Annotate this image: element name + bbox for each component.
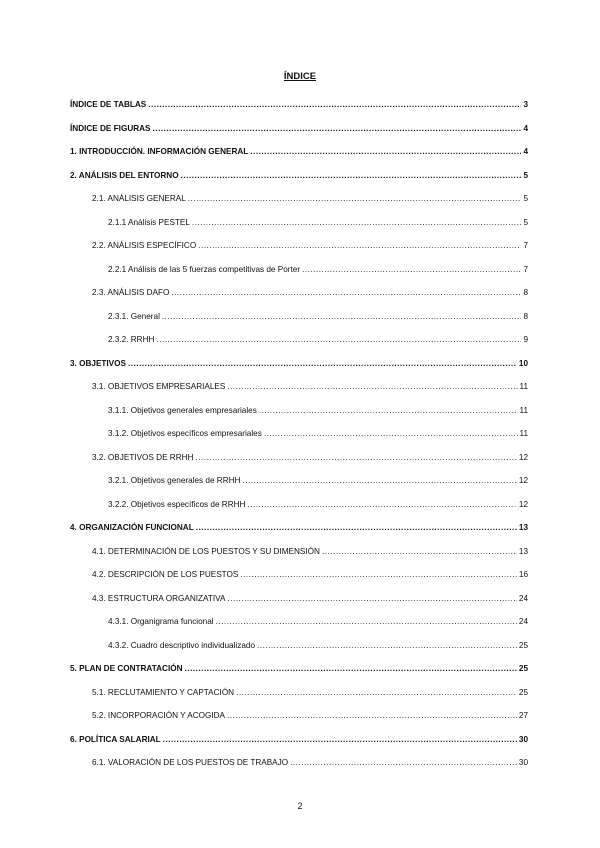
toc-entry[interactable] bbox=[70, 663, 528, 675]
dot-leader bbox=[195, 452, 516, 464]
toc-entry[interactable] bbox=[70, 428, 528, 440]
toc-entry[interactable] bbox=[70, 405, 528, 417]
toc-entry[interactable] bbox=[70, 264, 528, 276]
toc-entry-label: 5. PLAN DE CONTRATACIÓN bbox=[70, 664, 183, 673]
toc-entry[interactable] bbox=[70, 193, 528, 205]
dot-leader bbox=[227, 593, 516, 605]
toc-entry-page: 9 bbox=[523, 335, 528, 344]
dot-leader bbox=[264, 428, 518, 440]
toc-entry-label: 4.2. DESCRIPCIÓN DE LOS PUESTOS bbox=[92, 570, 239, 579]
toc-entry-label: 3.1. OBJETIVOS EMPRESARIALES bbox=[92, 382, 226, 391]
toc-entry[interactable] bbox=[70, 593, 528, 605]
toc-entry[interactable] bbox=[70, 452, 528, 464]
toc-entry-label: 2.3.2. RRHH bbox=[108, 335, 155, 344]
toc-entry[interactable] bbox=[70, 757, 528, 769]
toc-entry[interactable] bbox=[70, 499, 528, 511]
toc-entry-page: 7 bbox=[523, 264, 528, 274]
toc-entry-page: 8 bbox=[523, 311, 528, 321]
toc-entry-label: 2.2.1 Análisis de las 5 fuerzas competitivas de Porter bbox=[108, 264, 301, 274]
dot-leader bbox=[162, 311, 522, 323]
toc-entry-page: 25 bbox=[518, 664, 528, 673]
toc-entry[interactable] bbox=[70, 687, 528, 699]
toc-entry[interactable] bbox=[70, 311, 528, 323]
toc-entry-label: 4.1. DETERMINACIÓN DE LOS PUESTOS Y SU DIMENSIÓN bbox=[92, 546, 320, 556]
toc-entry-page: 3 bbox=[523, 100, 528, 109]
dot-leader bbox=[148, 99, 521, 111]
toc-entry-label: 5.2. INCORPORACIÓN Y ACOGIDA bbox=[92, 711, 226, 720]
toc-entry[interactable] bbox=[70, 546, 528, 558]
toc-entry-page: 24 bbox=[518, 593, 528, 603]
toc-entry[interactable] bbox=[70, 240, 528, 252]
toc-entry-page: 7 bbox=[523, 241, 528, 250]
toc-entry-label: 2.2. ANÁLISIS ESPECÍFICO bbox=[92, 241, 197, 250]
toc-entry-page: 13 bbox=[518, 546, 528, 556]
dot-leader bbox=[247, 499, 516, 511]
dot-leader bbox=[250, 146, 521, 158]
toc-entry-page: 25 bbox=[518, 640, 528, 650]
dot-leader bbox=[240, 569, 517, 581]
toc-entry-label: 2.3. ANÁLISIS DAFO bbox=[92, 288, 170, 297]
dot-leader bbox=[128, 358, 517, 370]
toc-entry[interactable] bbox=[70, 123, 528, 135]
dot-leader bbox=[153, 123, 522, 135]
toc-entry-label: 3.1.1. Objetivos generales empresariales bbox=[108, 405, 257, 415]
dot-leader bbox=[257, 640, 517, 652]
dot-leader bbox=[227, 710, 517, 722]
toc-entry-page: 11 bbox=[519, 405, 528, 415]
toc-entry-page: 12 bbox=[518, 452, 528, 462]
toc-entry-label: 6. POLÍTICA SALARIAL bbox=[70, 734, 161, 744]
toc-entry-page: 12 bbox=[518, 499, 528, 509]
toc-entry[interactable] bbox=[70, 710, 528, 722]
toc-entry-page: 27 bbox=[518, 711, 528, 720]
toc-entry[interactable] bbox=[70, 334, 528, 346]
toc-entry-label: 4.3. ESTRUCTURA ORGANIZATIVA bbox=[92, 593, 226, 603]
toc-entry-page: 30 bbox=[518, 734, 528, 744]
toc-entry-label: 3.2. OBJETIVOS DE RRHH bbox=[92, 452, 194, 462]
dot-leader bbox=[181, 170, 522, 182]
toc-entry-page: 24 bbox=[518, 617, 528, 626]
toc-entry-page: 5 bbox=[523, 217, 528, 227]
toc-entry-label: 2.1.1 Análisis PESTEL bbox=[108, 217, 190, 227]
toc-entry-label: 3. OBJETIVOS bbox=[70, 358, 126, 368]
toc-entry[interactable] bbox=[70, 287, 528, 299]
toc-entry-label: 2.3.1. General bbox=[108, 311, 160, 321]
dot-leader bbox=[196, 522, 517, 534]
toc-entry-label: 2.1. ANÁLISIS GENERAL bbox=[92, 194, 186, 203]
toc-entry-page: 11 bbox=[519, 429, 528, 438]
toc-entry[interactable] bbox=[70, 381, 528, 393]
toc-entry[interactable] bbox=[70, 522, 528, 534]
toc-entry-label: 2. ANÁLISIS DEL ENTORNO bbox=[70, 170, 179, 180]
dot-leader bbox=[185, 663, 517, 675]
toc-entry-label: ÍNDICE DE TABLAS bbox=[70, 100, 147, 109]
toc-entry-page: 16 bbox=[518, 570, 528, 579]
toc-entry-label: ÍNDICE DE FIGURAS bbox=[70, 123, 151, 133]
dot-leader bbox=[322, 546, 517, 558]
dot-leader bbox=[236, 687, 517, 699]
toc-entry-label: 1. INTRODUCCIÓN. INFORMACIÓN GENERAL bbox=[70, 147, 249, 156]
toc-entry[interactable] bbox=[70, 734, 528, 746]
dot-leader bbox=[171, 287, 521, 299]
toc-entry-page: 5 bbox=[523, 170, 528, 180]
toc-entry[interactable] bbox=[70, 170, 528, 182]
toc-entry-page: 4 bbox=[523, 123, 528, 133]
toc-entry-label: 4.3.1. Organigrama funcional bbox=[108, 617, 214, 626]
toc-entry-label: 4. ORGANIZACIÓN FUNCIONAL bbox=[70, 523, 194, 532]
toc-entry-label: 3.2.1. Objetivos generales de RRHH bbox=[108, 476, 241, 485]
dot-leader bbox=[188, 193, 522, 205]
toc-entry[interactable] bbox=[70, 640, 528, 652]
toc-entry-label: 6.1. VALORACIÓN DE LOS PUESTOS DE TRABAJO bbox=[92, 758, 289, 767]
dot-leader bbox=[259, 405, 518, 417]
dot-leader bbox=[192, 217, 522, 229]
toc-entry-page: 11 bbox=[519, 382, 528, 391]
toc-entry-page: 10 bbox=[518, 358, 528, 368]
dot-leader bbox=[156, 334, 521, 346]
dot-leader bbox=[302, 264, 521, 276]
toc-entry-page: 4 bbox=[523, 147, 528, 156]
toc-entry[interactable] bbox=[70, 569, 528, 581]
toc-entry-page: 5 bbox=[523, 194, 528, 203]
toc-entry[interactable] bbox=[70, 358, 528, 370]
toc-entry-page: 25 bbox=[518, 687, 528, 697]
dot-leader bbox=[216, 616, 517, 628]
dot-leader bbox=[242, 475, 516, 487]
toc-entry-page: 12 bbox=[518, 476, 528, 485]
toc-entry[interactable] bbox=[70, 217, 528, 229]
toc-entry[interactable] bbox=[70, 616, 528, 628]
toc-entry-label: 3.1.2. Objetivos específicos empresariales bbox=[108, 429, 262, 438]
toc-entry-page: 8 bbox=[523, 288, 528, 297]
toc-entry[interactable] bbox=[70, 475, 528, 487]
dot-leader bbox=[198, 240, 521, 252]
dot-leader bbox=[227, 381, 517, 393]
toc-entry[interactable] bbox=[70, 99, 528, 111]
toc-entry-label: 5.1. RECLUTAMIENTO Y CAPTACIÓN bbox=[92, 687, 235, 697]
page-number: 2 bbox=[297, 801, 303, 811]
toc-entry-page: 30 bbox=[518, 758, 528, 767]
index-title: ÍNDICE bbox=[283, 71, 317, 82]
dot-leader bbox=[163, 734, 517, 746]
toc-entry-page: 13 bbox=[518, 523, 528, 532]
toc-entry[interactable] bbox=[70, 146, 528, 158]
toc-entry-label: 4.3.2. Cuadro descriptivo individualizado bbox=[108, 640, 256, 650]
toc-entry-label: 3.2.2. Objetivos específicos de RRHH bbox=[108, 499, 246, 509]
dot-leader bbox=[290, 757, 517, 769]
